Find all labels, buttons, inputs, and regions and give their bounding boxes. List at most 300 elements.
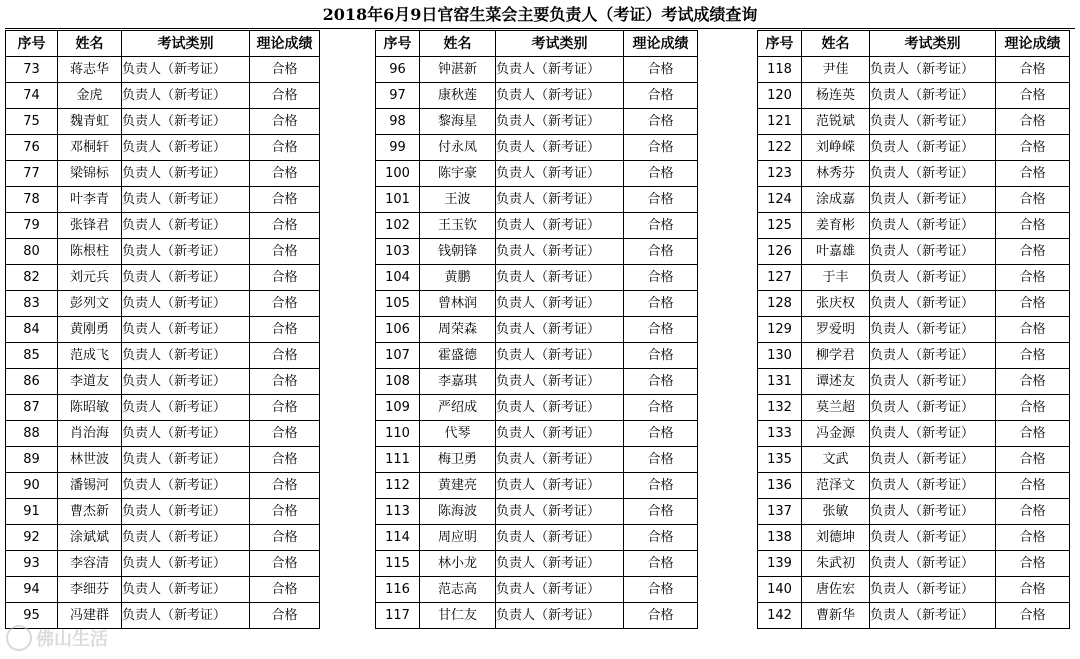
table-row <box>758 317 1070 343</box>
score-cell: 合格 <box>624 421 698 447</box>
header-category: 考试类别 <box>870 31 996 57</box>
name-cell: 姜育彬 <box>802 213 870 239</box>
score-cell: 合格 <box>624 525 698 551</box>
score-cell: 合格 <box>996 213 1070 239</box>
score-cell: 合格 <box>250 447 320 473</box>
name-cell: 李道友 <box>58 369 122 395</box>
score-cell: 合格 <box>250 551 320 577</box>
score-cell: 合格 <box>996 109 1070 135</box>
category-cell: 负责人（新考证） <box>870 265 996 291</box>
score-cell: 合格 <box>250 343 320 369</box>
table-row <box>376 369 698 395</box>
score-cell: 合格 <box>250 473 320 499</box>
name-cell: 王玉钦 <box>420 213 496 239</box>
table-row <box>376 161 698 187</box>
results-table-3 <box>757 30 1070 629</box>
score-table <box>5 30 320 629</box>
category-cell: 负责人（新考证） <box>122 421 250 447</box>
name-cell: 刘德坤 <box>802 525 870 551</box>
category-cell: 负责人（新考证） <box>122 135 250 161</box>
name-cell: 张敏 <box>802 499 870 525</box>
name-cell: 范志高 <box>420 577 496 603</box>
table-row <box>758 265 1070 291</box>
seq-cell: 93 <box>6 551 58 577</box>
score-cell: 合格 <box>624 551 698 577</box>
table-row <box>6 525 320 551</box>
category-cell: 负责人（新考证） <box>122 577 250 603</box>
seq-cell: 114 <box>376 525 420 551</box>
name-cell: 梁锦标 <box>58 161 122 187</box>
table-row <box>6 473 320 499</box>
name-cell: 邓桐轩 <box>58 135 122 161</box>
category-cell: 负责人（新考证） <box>496 239 624 265</box>
seq-cell: 130 <box>758 343 802 369</box>
table-row <box>758 473 1070 499</box>
score-cell: 合格 <box>624 161 698 187</box>
category-cell: 负责人（新考证） <box>496 57 624 83</box>
score-cell: 合格 <box>624 369 698 395</box>
seq-cell: 142 <box>758 603 802 629</box>
seq-cell: 79 <box>6 213 58 239</box>
score-cell: 合格 <box>996 577 1070 603</box>
seq-cell: 73 <box>6 57 58 83</box>
table-row <box>376 525 698 551</box>
seq-cell: 111 <box>376 447 420 473</box>
name-cell: 陈海波 <box>420 499 496 525</box>
score-cell: 合格 <box>250 57 320 83</box>
category-cell: 负责人（新考证） <box>496 343 624 369</box>
header-row <box>758 31 1070 57</box>
category-cell: 负责人（新考证） <box>870 57 996 83</box>
header-category: 考试类别 <box>122 31 250 57</box>
category-cell: 负责人（新考证） <box>870 603 996 629</box>
name-cell: 文武 <box>802 447 870 473</box>
seq-cell: 126 <box>758 239 802 265</box>
seq-cell: 77 <box>6 161 58 187</box>
results-table-1 <box>5 30 320 629</box>
seq-cell: 136 <box>758 473 802 499</box>
seq-cell: 122 <box>758 135 802 161</box>
seq-cell: 87 <box>6 395 58 421</box>
score-cell: 合格 <box>250 499 320 525</box>
seq-cell: 83 <box>6 291 58 317</box>
category-cell: 负责人（新考证） <box>122 187 250 213</box>
table-row <box>376 499 698 525</box>
seq-cell: 98 <box>376 109 420 135</box>
category-cell: 负责人（新考证） <box>496 187 624 213</box>
table-row <box>758 369 1070 395</box>
name-cell: 陈宇豪 <box>420 161 496 187</box>
watermark-text: 佛山生活 <box>36 629 108 650</box>
name-cell: 涂成嘉 <box>802 187 870 213</box>
score-cell: 合格 <box>996 421 1070 447</box>
category-cell: 负责人（新考证） <box>496 525 624 551</box>
name-cell: 冯金源 <box>802 421 870 447</box>
seq-cell: 97 <box>376 83 420 109</box>
name-cell: 范成飞 <box>58 343 122 369</box>
name-cell: 梅卫勇 <box>420 447 496 473</box>
category-cell: 负责人（新考证） <box>122 473 250 499</box>
table-row <box>376 135 698 161</box>
table-row <box>758 291 1070 317</box>
name-cell: 李嘉琪 <box>420 369 496 395</box>
table-row <box>376 57 698 83</box>
results-table-2 <box>375 30 698 629</box>
score-cell: 合格 <box>996 57 1070 83</box>
name-cell: 康秋莲 <box>420 83 496 109</box>
table-row <box>758 135 1070 161</box>
seq-cell: 75 <box>6 109 58 135</box>
seq-cell: 132 <box>758 395 802 421</box>
category-cell: 负责人（新考证） <box>122 447 250 473</box>
table-row <box>6 551 320 577</box>
category-cell: 负责人（新考证） <box>122 499 250 525</box>
category-cell: 负责人（新考证） <box>496 83 624 109</box>
seq-cell: 118 <box>758 57 802 83</box>
seq-cell: 128 <box>758 291 802 317</box>
seq-cell: 105 <box>376 291 420 317</box>
seq-cell: 140 <box>758 577 802 603</box>
table-row <box>376 291 698 317</box>
seq-cell: 94 <box>6 577 58 603</box>
category-cell: 负责人（新考证） <box>122 317 250 343</box>
category-cell: 负责人（新考证） <box>870 369 996 395</box>
seq-cell: 125 <box>758 213 802 239</box>
table-row <box>6 499 320 525</box>
seq-cell: 89 <box>6 447 58 473</box>
score-cell: 合格 <box>250 187 320 213</box>
score-cell: 合格 <box>250 395 320 421</box>
table-row <box>758 213 1070 239</box>
name-cell: 朱武初 <box>802 551 870 577</box>
seq-cell: 82 <box>6 265 58 291</box>
seq-cell: 84 <box>6 317 58 343</box>
seq-cell: 78 <box>6 187 58 213</box>
score-cell: 合格 <box>624 109 698 135</box>
table-row <box>376 213 698 239</box>
name-cell: 彭列文 <box>58 291 122 317</box>
score-cell: 合格 <box>996 135 1070 161</box>
header-score: 理论成绩 <box>250 31 320 57</box>
name-cell: 杨连英 <box>802 83 870 109</box>
seq-cell: 96 <box>376 57 420 83</box>
table-row <box>6 421 320 447</box>
table-row <box>6 187 320 213</box>
name-cell: 李细芬 <box>58 577 122 603</box>
table-row <box>758 239 1070 265</box>
header-score: 理论成绩 <box>624 31 698 57</box>
table-row <box>6 265 320 291</box>
name-cell: 曹新华 <box>802 603 870 629</box>
table-row <box>6 213 320 239</box>
header-name: 姓名 <box>802 31 870 57</box>
name-cell: 柳学君 <box>802 343 870 369</box>
score-cell: 合格 <box>624 577 698 603</box>
header-seq: 序号 <box>376 31 420 57</box>
seq-cell: 137 <box>758 499 802 525</box>
header-name: 姓名 <box>420 31 496 57</box>
name-cell: 陈昭敏 <box>58 395 122 421</box>
category-cell: 负责人（新考证） <box>122 83 250 109</box>
category-cell: 负责人（新考证） <box>870 109 996 135</box>
score-cell: 合格 <box>996 525 1070 551</box>
table-row <box>376 317 698 343</box>
score-cell: 合格 <box>624 343 698 369</box>
score-cell: 合格 <box>996 447 1070 473</box>
name-cell: 曹杰新 <box>58 499 122 525</box>
name-cell: 潘锡河 <box>58 473 122 499</box>
table-row <box>376 473 698 499</box>
category-cell: 负责人（新考证） <box>496 109 624 135</box>
seq-cell: 76 <box>6 135 58 161</box>
header-category: 考试类别 <box>496 31 624 57</box>
seq-cell: 117 <box>376 603 420 629</box>
seq-cell: 120 <box>758 83 802 109</box>
score-cell: 合格 <box>996 161 1070 187</box>
name-cell: 黄刚勇 <box>58 317 122 343</box>
name-cell: 范泽文 <box>802 473 870 499</box>
score-cell: 合格 <box>996 395 1070 421</box>
category-cell: 负责人（新考证） <box>122 551 250 577</box>
category-cell: 负责人（新考证） <box>870 83 996 109</box>
score-cell: 合格 <box>624 265 698 291</box>
name-cell: 李容清 <box>58 551 122 577</box>
table-row <box>6 239 320 265</box>
name-cell: 蒋志华 <box>58 57 122 83</box>
seq-cell: 116 <box>376 577 420 603</box>
seq-cell: 138 <box>758 525 802 551</box>
table-row <box>376 421 698 447</box>
seq-cell: 129 <box>758 317 802 343</box>
table-row <box>758 57 1070 83</box>
category-cell: 负责人（新考证） <box>122 265 250 291</box>
table-row <box>6 603 320 629</box>
name-cell: 尹佳 <box>802 57 870 83</box>
score-cell: 合格 <box>996 317 1070 343</box>
category-cell: 负责人（新考证） <box>122 525 250 551</box>
name-cell: 叶李青 <box>58 187 122 213</box>
category-cell: 负责人（新考证） <box>122 213 250 239</box>
seq-cell: 91 <box>6 499 58 525</box>
score-cell: 合格 <box>996 369 1070 395</box>
category-cell: 负责人（新考证） <box>496 213 624 239</box>
category-cell: 负责人（新考证） <box>496 473 624 499</box>
table-row <box>6 343 320 369</box>
score-cell: 合格 <box>624 395 698 421</box>
seq-cell: 113 <box>376 499 420 525</box>
score-cell: 合格 <box>624 291 698 317</box>
score-cell: 合格 <box>624 83 698 109</box>
seq-cell: 123 <box>758 161 802 187</box>
score-cell: 合格 <box>250 109 320 135</box>
category-cell: 负责人（新考证） <box>496 265 624 291</box>
header-seq: 序号 <box>758 31 802 57</box>
table-row <box>376 551 698 577</box>
score-cell: 合格 <box>996 473 1070 499</box>
name-cell: 张锋君 <box>58 213 122 239</box>
name-cell: 黄建亮 <box>420 473 496 499</box>
score-cell: 合格 <box>996 187 1070 213</box>
seq-cell: 103 <box>376 239 420 265</box>
name-cell: 林秀芬 <box>802 161 870 187</box>
table-row <box>758 395 1070 421</box>
name-cell: 谭述友 <box>802 369 870 395</box>
score-cell: 合格 <box>624 447 698 473</box>
name-cell: 钟湛新 <box>420 57 496 83</box>
category-cell: 负责人（新考证） <box>870 291 996 317</box>
category-cell: 负责人（新考证） <box>870 421 996 447</box>
page-title: 2018年6月9日官窑生菜会主要负责人（考证）考试成绩查询 <box>322 5 758 24</box>
name-cell: 王波 <box>420 187 496 213</box>
score-cell: 合格 <box>996 83 1070 109</box>
category-cell: 负责人（新考证） <box>496 291 624 317</box>
score-table <box>757 30 1070 629</box>
score-cell: 合格 <box>250 239 320 265</box>
category-cell: 负责人（新考证） <box>870 135 996 161</box>
name-cell: 肖治海 <box>58 421 122 447</box>
seq-cell: 133 <box>758 421 802 447</box>
score-cell: 合格 <box>996 239 1070 265</box>
seq-cell: 86 <box>6 369 58 395</box>
category-cell: 负责人（新考证） <box>870 213 996 239</box>
seq-cell: 100 <box>376 161 420 187</box>
seq-cell: 121 <box>758 109 802 135</box>
score-cell: 合格 <box>250 161 320 187</box>
name-cell: 罗爱明 <box>802 317 870 343</box>
table-row <box>376 447 698 473</box>
seq-cell: 88 <box>6 421 58 447</box>
category-cell: 负责人（新考证） <box>122 291 250 317</box>
name-cell: 周荣森 <box>420 317 496 343</box>
seq-cell: 90 <box>6 473 58 499</box>
seq-cell: 124 <box>758 187 802 213</box>
score-cell: 合格 <box>624 187 698 213</box>
name-cell: 霍盛德 <box>420 343 496 369</box>
category-cell: 负责人（新考证） <box>122 343 250 369</box>
name-cell: 叶嘉雄 <box>802 239 870 265</box>
score-cell: 合格 <box>996 551 1070 577</box>
name-cell: 黄鹏 <box>420 265 496 291</box>
category-cell: 负责人（新考证） <box>870 317 996 343</box>
table-row <box>6 395 320 421</box>
seq-cell: 131 <box>758 369 802 395</box>
table-row <box>758 421 1070 447</box>
table-row <box>6 83 320 109</box>
name-cell: 张庆权 <box>802 291 870 317</box>
category-cell: 负责人（新考证） <box>122 369 250 395</box>
name-cell: 金虎 <box>58 83 122 109</box>
table-row <box>758 109 1070 135</box>
score-cell: 合格 <box>624 317 698 343</box>
seq-cell: 102 <box>376 213 420 239</box>
table-row <box>6 57 320 83</box>
score-cell: 合格 <box>250 369 320 395</box>
score-cell: 合格 <box>250 603 320 629</box>
category-cell: 负责人（新考证） <box>122 109 250 135</box>
seq-cell: 107 <box>376 343 420 369</box>
name-cell: 于丰 <box>802 265 870 291</box>
name-cell: 范锐斌 <box>802 109 870 135</box>
seq-cell: 115 <box>376 551 420 577</box>
category-cell: 负责人（新考证） <box>122 57 250 83</box>
name-cell: 甘仁友 <box>420 603 496 629</box>
category-cell: 负责人（新考证） <box>870 525 996 551</box>
score-cell: 合格 <box>624 239 698 265</box>
category-cell: 负责人（新考证） <box>870 499 996 525</box>
table-row <box>758 499 1070 525</box>
table-row <box>758 525 1070 551</box>
name-cell: 林小龙 <box>420 551 496 577</box>
name-cell: 刘峥嵘 <box>802 135 870 161</box>
category-cell: 负责人（新考证） <box>496 135 624 161</box>
category-cell: 负责人（新考证） <box>496 317 624 343</box>
name-cell: 陈根柱 <box>58 239 122 265</box>
title-divider <box>5 28 1075 29</box>
name-cell: 莫兰超 <box>802 395 870 421</box>
table-row <box>6 447 320 473</box>
name-cell: 严绍成 <box>420 395 496 421</box>
seq-cell: 74 <box>6 83 58 109</box>
score-cell: 合格 <box>624 473 698 499</box>
table-row <box>6 317 320 343</box>
score-cell: 合格 <box>250 421 320 447</box>
table-row <box>6 109 320 135</box>
category-cell: 负责人（新考证） <box>122 161 250 187</box>
header-row <box>376 31 698 57</box>
category-cell: 负责人（新考证） <box>496 161 624 187</box>
score-cell: 合格 <box>996 603 1070 629</box>
category-cell: 负责人（新考证） <box>870 577 996 603</box>
category-cell: 负责人（新考证） <box>496 499 624 525</box>
name-cell: 林世波 <box>58 447 122 473</box>
table-row <box>376 395 698 421</box>
category-cell: 负责人（新考证） <box>870 473 996 499</box>
name-cell: 黎海星 <box>420 109 496 135</box>
name-cell: 魏青虹 <box>58 109 122 135</box>
seq-cell: 139 <box>758 551 802 577</box>
header-seq: 序号 <box>6 31 58 57</box>
category-cell: 负责人（新考证） <box>122 395 250 421</box>
seq-cell: 80 <box>6 239 58 265</box>
category-cell: 负责人（新考证） <box>496 577 624 603</box>
table-row <box>376 343 698 369</box>
category-cell: 负责人（新考证） <box>870 239 996 265</box>
name-cell: 冯建群 <box>58 603 122 629</box>
name-cell: 代琴 <box>420 421 496 447</box>
table-row <box>376 187 698 213</box>
score-cell: 合格 <box>996 499 1070 525</box>
name-cell: 刘元兵 <box>58 265 122 291</box>
seq-cell: 127 <box>758 265 802 291</box>
table-row <box>758 161 1070 187</box>
score-cell: 合格 <box>250 577 320 603</box>
category-cell: 负责人（新考证） <box>870 187 996 213</box>
category-cell: 负责人（新考证） <box>496 421 624 447</box>
category-cell: 负责人（新考证） <box>870 343 996 369</box>
name-cell: 周应明 <box>420 525 496 551</box>
seq-cell: 104 <box>376 265 420 291</box>
name-cell: 唐佐宏 <box>802 577 870 603</box>
table-row <box>758 551 1070 577</box>
table-row <box>6 577 320 603</box>
table-row <box>758 577 1070 603</box>
category-cell: 负责人（新考证） <box>870 395 996 421</box>
category-cell: 负责人（新考证） <box>870 161 996 187</box>
score-cell: 合格 <box>250 213 320 239</box>
name-cell: 曾林润 <box>420 291 496 317</box>
score-cell: 合格 <box>624 499 698 525</box>
score-cell: 合格 <box>624 135 698 161</box>
